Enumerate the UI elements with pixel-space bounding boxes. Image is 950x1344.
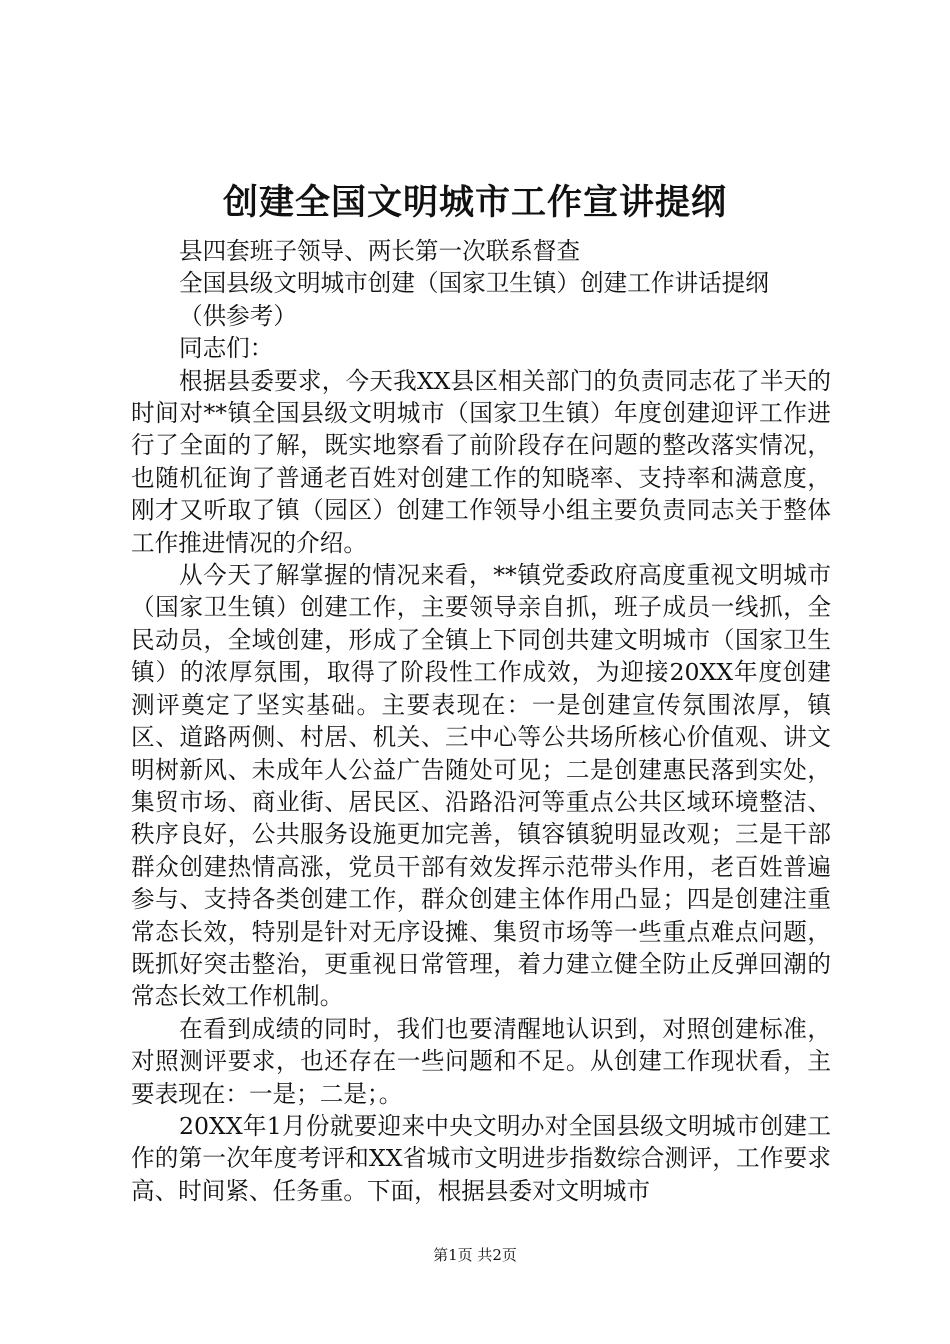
body-paragraph: 在看到成绩的同时，我们也要清醒地认识到，对照创建标准，对照测评要求，也还存在一些问题和不足。从创建工作现状看，主要表现在：一是；二是；。 bbox=[131, 1014, 831, 1108]
body-paragraph: 从今天了解掌握的情况来看，**镇党委政府高度重视文明城市（国家卫生镇）创建工作，主要领导亲自抓，班子成员一线抓，全民动员，全域创建，形成了全镇上下同创共建文明城市（国家卫生镇）的浓厚氛围，取得了阶段性工作成效，为迎接20XX年度创建测评奠定了坚实基础。主要表现在：一是创建宣传氛围浓厚，镇区、道路两侧、村居、机关、三中心等公共场所核心价值观、讲文明树新风、未成年人公益广告随处可见；二是创建惠民落到实处，集贸市场、商业街、居民区、沿路沿河等重点公共区域环境整洁、秩序良好，公共服务设施更加完善，镇容镇貌明显改观；三是干部群众创建热情高涨，党员干部有效发挥示范带头作用，老百姓普遍参与、支持各类创建工作，群众创建主体作用凸显；四是创建注重常态长效，特别是针对无序设摊、集贸市场等一些重点难点问题，既抓好突击整治，更重视日常管理，着力建立健全防止反弹回潮的常态长效工作机制。 bbox=[131, 561, 831, 1011]
page-footer: 第1页 共2页 bbox=[433, 1246, 517, 1264]
subtitle-line: 全国县级文明城市创建（国家卫生镇）创建工作讲话提纲 bbox=[179, 269, 769, 298]
document-body bbox=[131, 235, 831, 1207]
salutation: 同志们： bbox=[179, 334, 274, 363]
body-paragraph: 20XX年1月份就要迎来中央文明办对全国县级文明城市创建工作的第一次年度考评和XX省城市文明进步指数综合测评，工作要求高、时间紧、任务重。下面，根据县委对文明城市 bbox=[131, 1111, 831, 1205]
body-paragraph: 根据县委要求，今天我XX县区相关部门的负责同志花了半天的时间对**镇全国县级文明城市（国家卫生镇）年度创建迎评工作进行了全面的了解，既实地察看了前阶段存在问题的整改落实情况，也随机征询了普通老百姓对创建工作的知晓率、支持率和满意度，刚才又听取了镇（园区）创建工作领导小组主要负责同志关于整体工作推进情况的介绍。 bbox=[131, 366, 831, 557]
subtitle-line: （供参考） bbox=[179, 301, 297, 330]
subtitle-line: 县四套班子领导、两长第一次联系督查 bbox=[179, 237, 581, 265]
document-title: 创建全国文明城市工作宣讲提纲 bbox=[222, 182, 727, 223]
